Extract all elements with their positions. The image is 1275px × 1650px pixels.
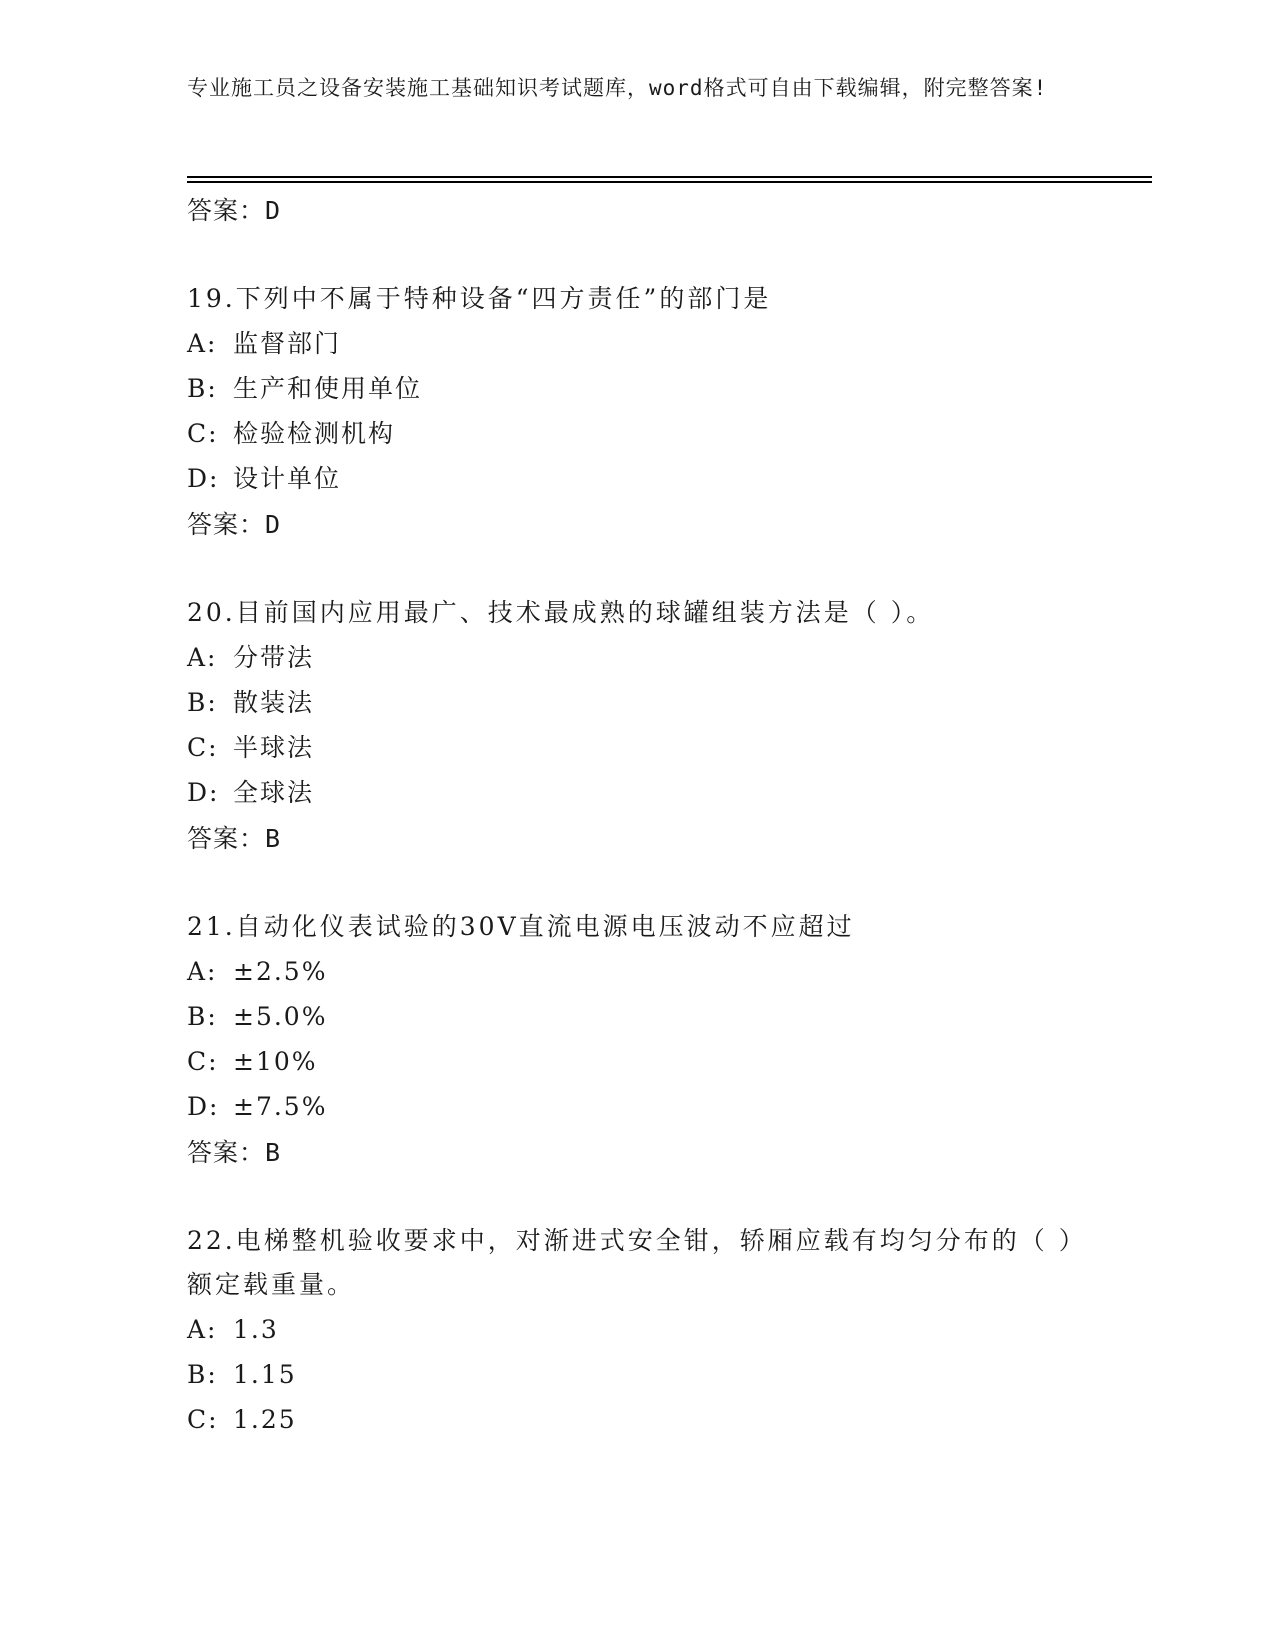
option-text: 设计单位 — [233, 464, 342, 493]
option-letter: D: — [187, 464, 220, 493]
option-d — [187, 770, 1087, 815]
option-b — [187, 994, 1087, 1039]
option-letter: B: — [187, 1002, 218, 1031]
option-text: 生产和使用单位 — [233, 374, 423, 403]
header-divider-top — [187, 176, 1152, 178]
option-text: 分带法 — [233, 643, 315, 672]
option-b — [187, 680, 1087, 725]
question-list — [187, 187, 1087, 1442]
document-header-title: 专业施工员之设备安装施工基础知识考试题库，word格式可自由下载编辑，附完整答案! — [187, 76, 1048, 100]
option-letter: C: — [187, 1405, 219, 1434]
option-b — [187, 1352, 1087, 1397]
option-letter: D: — [187, 1092, 220, 1121]
option-a — [187, 321, 1087, 366]
option-a — [187, 635, 1087, 680]
question-block — [187, 277, 1087, 591]
option-b — [187, 366, 1087, 411]
header-divider-bottom — [187, 181, 1152, 183]
option-text: 半球法 — [233, 733, 315, 762]
question-block — [187, 1219, 1087, 1442]
option-text: 1.15 — [233, 1360, 297, 1389]
option-text: 1.3 — [233, 1315, 279, 1344]
option-d — [187, 456, 1087, 501]
option-text: ±5.0% — [233, 1002, 328, 1031]
option-text: 监督部门 — [233, 329, 342, 358]
option-c — [187, 725, 1087, 770]
answer-line: 答案：D — [187, 510, 282, 539]
option-letter: C: — [187, 1047, 219, 1076]
option-text: ±7.5% — [233, 1092, 328, 1121]
option-letter: A: — [187, 329, 218, 358]
option-letter: A: — [187, 1315, 218, 1344]
option-c — [187, 411, 1087, 456]
option-letter: C: — [187, 733, 219, 762]
option-text: ±10% — [233, 1047, 318, 1076]
option-letter: D: — [187, 778, 220, 807]
option-text: ±2.5% — [233, 957, 328, 986]
question-stem: 20.目前国内应用最广、技术最成熟的球罐组装方法是（ ）。 — [187, 598, 935, 627]
answer-line: 答案：B — [187, 1138, 282, 1167]
option-letter: B: — [187, 1360, 218, 1389]
question-block — [187, 905, 1087, 1219]
question-stem: 21.自动化仪表试验的30V直流电源电压波动不应超过 — [187, 912, 855, 941]
option-letter: A: — [187, 643, 218, 672]
option-text: 1.25 — [233, 1405, 297, 1434]
question-block — [187, 591, 1087, 905]
answer-line: 答案：B — [187, 824, 282, 853]
option-a — [187, 1307, 1087, 1352]
answer-line: 答案：D — [187, 196, 282, 225]
question-stem: 19.下列中不属于特种设备“四方责任”的部门是 — [187, 284, 772, 313]
option-text: 检验检测机构 — [233, 419, 396, 448]
option-letter: B: — [187, 374, 218, 403]
question-stem: 22.电梯整机验收要求中，对渐进式安全钳，轿厢应载有均匀分布的（ ）额定载重量。 — [187, 1226, 1087, 1299]
option-letter: C: — [187, 419, 219, 448]
option-c — [187, 1039, 1087, 1084]
option-a — [187, 949, 1087, 994]
option-c — [187, 1397, 1087, 1442]
option-letter: B: — [187, 688, 218, 717]
option-text: 全球法 — [233, 778, 315, 807]
option-text: 散装法 — [233, 688, 315, 717]
option-d — [187, 1084, 1087, 1129]
option-letter: A: — [187, 957, 218, 986]
